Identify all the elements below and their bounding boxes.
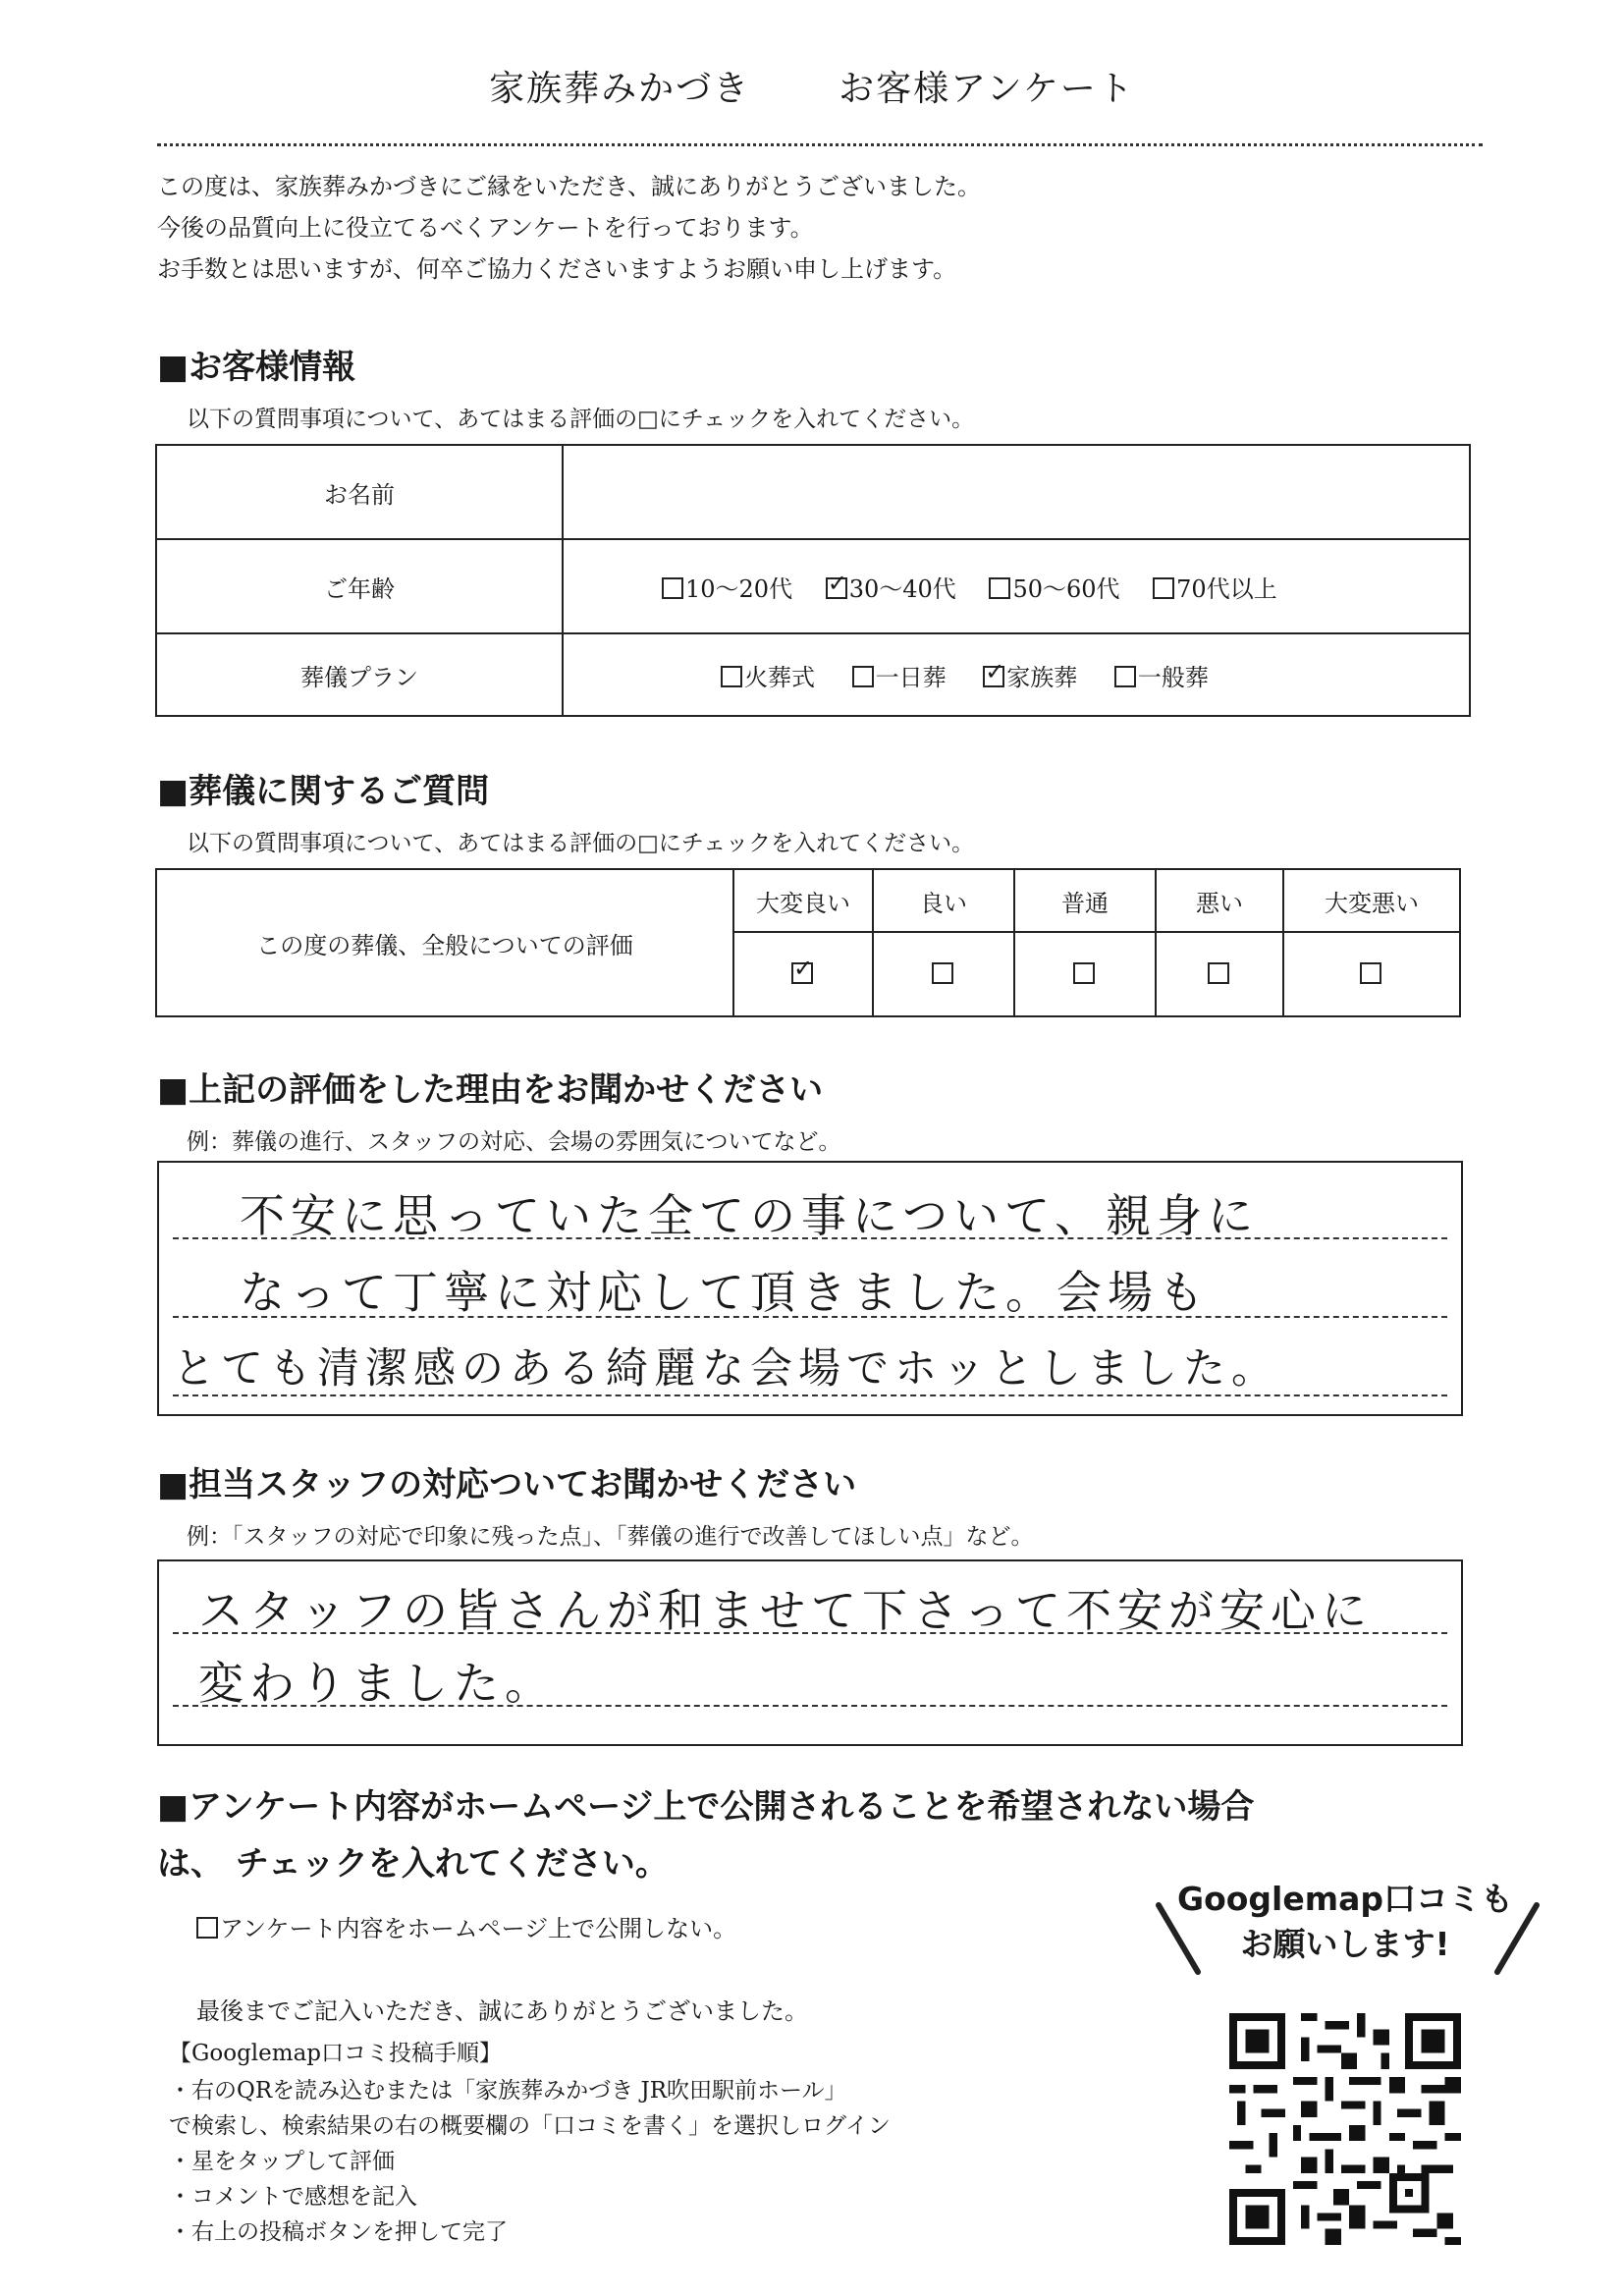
google-review-badge (1139, 1866, 1551, 1984)
funeral-rating-table (155, 868, 1461, 1017)
rating-question: この度の葬儀、全般についての評価 (156, 869, 733, 1016)
publish-checkbox[interactable] (196, 1917, 218, 1939)
guide-step: で検索し、検索結果の右の概要欄の「口コミを書く」を選択しログイン (169, 2113, 891, 2139)
checkbox[interactable] (989, 577, 1010, 599)
staff-answer-box[interactable] (157, 1559, 1463, 1746)
thanks-text: 最後までご記入いただき、誠にありがとうございました。 (196, 1997, 809, 2025)
checkbox[interactable] (852, 666, 874, 687)
age-options (563, 539, 1470, 633)
badge-line: Googlemap口コミも (1176, 1880, 1514, 1918)
staff-example: 例：「スタッフの対応で印象に残った点」、「葬儀の進行で改善してほしい点」など。 (187, 1524, 1034, 1550)
guide-step: ・右のQRを読み込むまたは「家族葬みかづき JR吹田駅前ホール」 (169, 2078, 847, 2104)
checkbox[interactable] (1153, 577, 1174, 599)
rating-checkbox[interactable] (932, 962, 953, 984)
plan-option[interactable]: 一日葬 (852, 664, 947, 691)
customer-info-table (155, 444, 1471, 717)
page-title (0, 61, 1624, 111)
plan-label: 葬儀プラン (156, 633, 563, 716)
checkbox-checked[interactable] (826, 577, 847, 599)
staff-text-line: 変わりました。 (198, 1657, 556, 1710)
reason-text-line: なって丁寧に対応して頂きました。会場も (240, 1266, 1210, 1319)
plan-option[interactable]: ✓ 家族葬 (983, 664, 1077, 691)
guide-title: 【Googlemap口コミ投稿手順】 (169, 2041, 503, 2066)
qr-code-icon[interactable] (1229, 2013, 1461, 2245)
reason-text-line: 不安に思っていた全ての事について、親身に (240, 1189, 1260, 1242)
rating-label: 大変悪い (1283, 869, 1460, 932)
reason-answer-box[interactable] (157, 1161, 1463, 1416)
rating-checkbox[interactable] (1073, 962, 1095, 984)
customer-info-heading: ■お客様情報 (157, 348, 356, 387)
staff-heading: ■担当スタッフの対応ついてお聞かせください (157, 1465, 857, 1504)
staff-text-line: スタッフの皆さんが和ませて下さって不安が安心に (198, 1584, 1373, 1637)
checkbox[interactable] (1114, 666, 1136, 687)
age-label: ご年齢 (156, 539, 563, 633)
publish-opt-out[interactable] (196, 1909, 736, 1943)
reason-text-line: とても清潔感のある綺麗な会場でホッとしました。 (173, 1344, 1279, 1394)
funeral-instruction: 以下の質問事項について、あてはまる評価の□にチェックを入れてください。 (187, 831, 975, 856)
funeral-questions-heading: ■葬儀に関するご質問 (157, 772, 490, 811)
age-option[interactable]: 50～60代 (989, 575, 1119, 603)
reason-heading: ■上記の評価をした理由をお聞かせください (157, 1070, 824, 1110)
customer-instruction: 以下の質問事項について、あてはまる評価の□にチェックを入れてください。 (187, 407, 975, 432)
checkbox[interactable] (721, 666, 742, 687)
rating-checkbox[interactable] (1360, 962, 1381, 984)
plan-options (563, 633, 1470, 716)
guide-step: ・右上の投稿ボタンを押して完了 (169, 2219, 508, 2245)
rating-label: 普通 (1014, 869, 1156, 932)
org-name: 家族葬みかづき (489, 69, 751, 109)
intro-line: 今後の品質向上に役立てるべくアンケートを行っております。 (157, 214, 814, 242)
guide-step: ・コメントで感想を記入 (169, 2184, 417, 2210)
checkbox[interactable] (662, 577, 683, 599)
publish-heading: ■アンケート内容がホームページ上で公開されることを希望されない場合 (157, 1787, 1255, 1827)
publish-option-label: アンケート内容をホームページ上で公開しない。 (220, 1915, 737, 1942)
intro-line: この度は、家族葬みかづきにご縁をいただき、誠にありがとうございました。 (157, 173, 982, 200)
title-divider (157, 143, 1483, 146)
age-option[interactable]: ✓ 30～40代 (826, 575, 956, 603)
rating-checkbox-checked[interactable] (791, 962, 813, 984)
intro-line: お手数とは思いますが、何卒ご協力くださいますようお願い申し上げます。 (157, 255, 957, 283)
doc-title: お客様アンケート (839, 69, 1135, 109)
age-option[interactable]: 10～20代 (662, 575, 792, 603)
plan-option[interactable]: 一般葬 (1114, 664, 1209, 691)
guide-step: ・星をタップして評価 (169, 2149, 395, 2174)
name-field[interactable] (563, 445, 1470, 539)
reason-example: 例：葬儀の進行、スタッフの対応、会場の雰囲気についてなど。 (187, 1129, 841, 1155)
publish-heading-cont: は、 チェックを入れてください。 (157, 1844, 669, 1884)
rating-label: 悪い (1156, 869, 1283, 932)
rating-label: 良い (873, 869, 1014, 932)
badge-line: お願いします! (1240, 1925, 1450, 1963)
age-option[interactable]: 70代以上 (1153, 575, 1277, 603)
plan-option[interactable]: 火葬式 (721, 664, 815, 691)
name-label: お名前 (156, 445, 563, 539)
rating-checkbox[interactable] (1208, 962, 1229, 984)
checkbox-checked[interactable] (983, 666, 1004, 687)
rating-label: 大変良い (733, 869, 873, 932)
